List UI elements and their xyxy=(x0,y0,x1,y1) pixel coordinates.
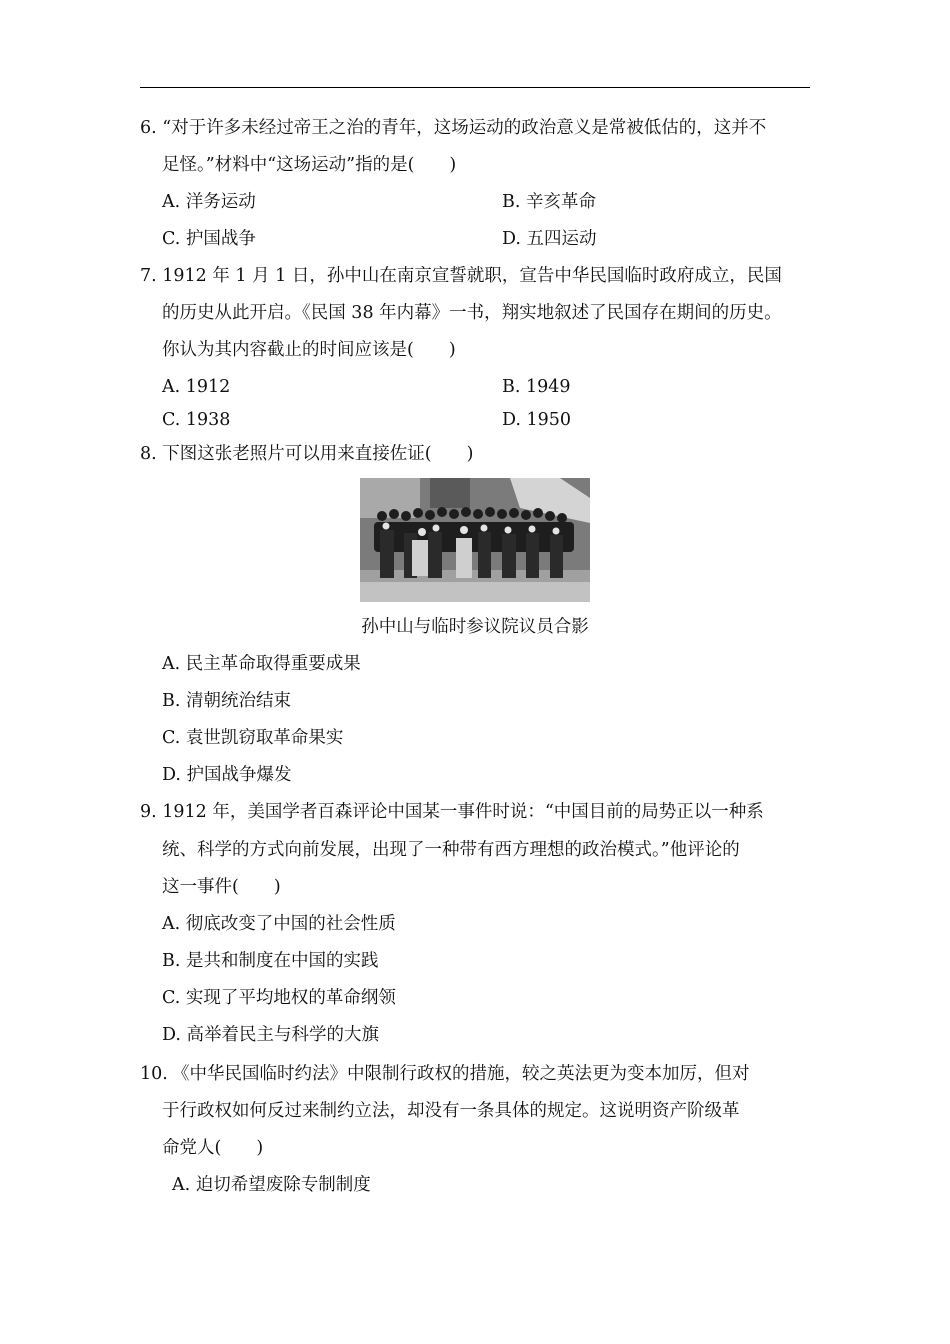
q7-stem-line1: 7. 1912 年 1 月 1 日，孙中山在南京宣誓就职，宣告中华民国临时政府成立，民国 xyxy=(140,266,782,286)
q9-option-c[interactable]: C. 实现了平均地权的革命纲领 xyxy=(162,988,396,1008)
q8-stem: 8. 下图这张老照片可以用来直接佐证( ) xyxy=(140,444,474,464)
q7-stem-line2: 的历史从此开启。《民国 38 年内幕》一书，翔实地叙述了民国存在期间的历史。 xyxy=(162,303,782,323)
q8-option-b[interactable]: B. 清朝统治结束 xyxy=(162,691,291,711)
q7-option-a[interactable]: A. 1912 xyxy=(162,377,231,397)
header-rule xyxy=(140,87,810,88)
group-photo-illustration xyxy=(360,478,590,602)
q8-option-c[interactable]: C. 袁世凯窃取革命果实 xyxy=(162,728,344,748)
q10-number: 10. xyxy=(140,1064,168,1084)
q6-option-a[interactable]: A. 洋务运动 xyxy=(162,192,256,212)
q9-option-a[interactable]: A. 彻底改变了中国的社会性质 xyxy=(162,914,396,934)
q6-stem-line2: 足怪。”材料中“这场运动”指的是( ) xyxy=(162,155,457,175)
q9-option-d[interactable]: D. 高举着民主与科学的大旗 xyxy=(162,1025,380,1045)
historical-group-photo xyxy=(360,478,590,602)
photo-caption: 孙中山与临时参议院议员合影 xyxy=(361,617,589,637)
q7-option-d[interactable]: D. 1950 xyxy=(502,410,572,430)
q6-stem-line1: 6. “对于许多未经过帝王之治的青年，这场运动的政治意义是常被低估的，这并不 xyxy=(140,118,767,138)
q9-stem-line1: 9. 1912 年，美国学者百森评论中国某一事件时说：“中国目前的局势正以一种系 xyxy=(140,802,764,822)
q6-option-c[interactable]: C. 护国战争 xyxy=(162,229,256,249)
q9-stem-line3: 这一事件( ) xyxy=(162,877,281,897)
q9-option-b[interactable]: B. 是共和制度在中国的实践 xyxy=(162,951,379,971)
q7-stem-line3: 你认为其内容截止的时间应该是( ) xyxy=(162,340,456,360)
q10-option-a[interactable]: A. 迫切希望废除专制制度 xyxy=(172,1175,371,1195)
q10-stem-line2: 于行政权如何反过来制约立法，却没有一条具体的规定。这说明资产阶级革 xyxy=(162,1101,740,1121)
q7-option-b[interactable]: B. 1949 xyxy=(502,377,571,397)
q10-stem-line3: 命党人( ) xyxy=(162,1138,264,1158)
q6-option-b[interactable]: B. 辛亥革命 xyxy=(502,192,596,212)
q9-stem-line2: 统、科学的方式向前发展，出现了一种带有西方理想的政治模式。”他评论的 xyxy=(162,840,740,860)
q10-stem-line1: 《中华民国临时约法》中限制行政权的措施，较之英法更为变本加厉，但对 xyxy=(172,1064,750,1084)
q8-option-d[interactable]: D. 护国战争爆发 xyxy=(162,765,292,785)
q7-option-c[interactable]: C. 1938 xyxy=(162,410,231,430)
q6-option-d[interactable]: D. 五四运动 xyxy=(502,229,597,249)
q8-option-a[interactable]: A. 民主革命取得重要成果 xyxy=(162,654,361,674)
